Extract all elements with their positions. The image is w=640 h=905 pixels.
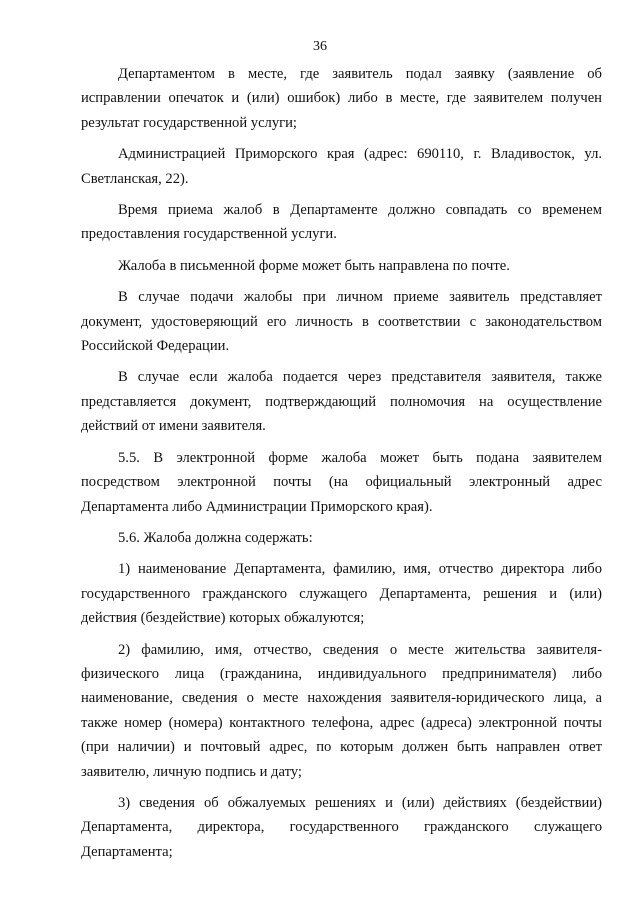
list-item-2: 2) фамилию, имя, отчество, сведения о месте жительства заявителя-физического лица (гражданина, индивидуального предпринимателя) либо наименование, сведения о месте нахождения заявителя-юридического лица, а также номер (номера) контактного телефона, адрес (адреса) электронной почты (при наличии) и почтовый адрес, по которым должен быть направлен ответ заявителю, личную подпись и дату; — [81, 641, 602, 780]
page-number: 36 — [313, 39, 327, 54]
paragraph-postal-complaint: Жалоба в письменной форме может быть направлена по почте. — [118, 257, 510, 274]
list-item-3: 3) сведения об обжалуемых решениях и (или) действиях (бездействии) Департамента, директора, государственного гражданского служащего Департамента; — [81, 794, 602, 860]
paragraph-representative: В случае если жалоба подается через представителя заявителя, также представляется документ, подтверждающий полномочия на осуществление действий от имени заявителя. — [81, 369, 602, 435]
paragraph-reception-time: Время приема жалоб в Департаменте должно совпадать со временем предоставления государственной услуги. — [81, 202, 602, 243]
paragraph-section-5-6: 5.6. Жалоба должна содержать: — [118, 529, 313, 546]
paragraph-section-5-5: 5.5. В электронной форме жалоба может быть подана заявителем посредством электронной почты (на официальный электронный адрес Департамента либо Администрации Приморского края). — [81, 449, 602, 515]
paragraph-personal-reception: В случае подачи жалобы при личном приеме заявитель представляет документ, удостоверяющий его личность в соответствии с законодательством Российской Федерации. — [81, 289, 602, 355]
list-item-1: 1) наименование Департамента, фамилию, имя, отчество директора либо государственного гражданского служащего Департамента, решения и (или) действия (бездействие) которых обжалуются; — [81, 561, 602, 627]
document-body — [81, 62, 602, 864]
paragraph-appeal-place-administration: Администрацией Приморского края (адрес: 690110, г. Владивосток, ул. Светланская, 22). — [81, 146, 602, 187]
paragraph-appeal-place-department: Департаментом в месте, где заявитель подал заявку (заявление об исправлении опечаток и (или) ошибок) либо в месте, где заявителем получен результат государственной услуги; — [81, 66, 602, 131]
